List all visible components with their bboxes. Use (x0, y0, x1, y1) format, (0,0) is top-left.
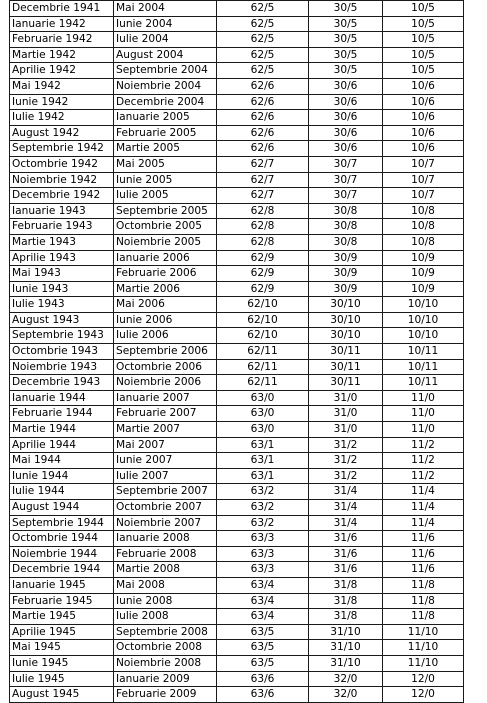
age-cell: 62/10 (217, 312, 309, 328)
age-cell: 62/5 (217, 1, 309, 17)
age-cell: 62/5 (217, 47, 309, 63)
birth-date-cell: Decembrie 1944 (10, 562, 114, 578)
stage-cell: 10/9 (383, 281, 464, 297)
table-row (10, 297, 464, 313)
birth-date-cell: Septembrie 1943 (10, 328, 114, 344)
table-row (10, 422, 464, 438)
age-cell: 63/5 (217, 655, 309, 671)
retirement-date-cell: Ianuarie 2007 (114, 390, 217, 406)
stage-cell: 11/4 (383, 515, 464, 531)
age-cell: 62/5 (217, 16, 309, 32)
table-row (10, 468, 464, 484)
retirement-date-cell: Septembrie 2004 (114, 63, 217, 79)
birth-date-cell: Martie 1942 (10, 47, 114, 63)
retirement-date-cell: Februarie 2005 (114, 125, 217, 141)
retirement-date-cell: Februarie 2008 (114, 546, 217, 562)
table-row (10, 484, 464, 500)
contribution-cell: 31/2 (309, 468, 383, 484)
table-row (10, 515, 464, 531)
retirement-date-cell: Iulie 2004 (114, 32, 217, 48)
stage-cell: 10/5 (383, 1, 464, 17)
retirement-date-cell: Februarie 2007 (114, 406, 217, 422)
retirement-date-cell: August 2004 (114, 47, 217, 63)
contribution-cell: 31/6 (309, 531, 383, 547)
retirement-date-cell: Mai 2004 (114, 1, 217, 17)
stage-cell: 10/11 (383, 375, 464, 391)
age-cell: 62/8 (217, 219, 309, 235)
contribution-cell: 30/8 (309, 234, 383, 250)
stage-cell: 11/6 (383, 546, 464, 562)
contribution-cell: 31/8 (309, 609, 383, 625)
birth-date-cell: Iunie 1944 (10, 468, 114, 484)
stage-cell: 10/7 (383, 172, 464, 188)
contribution-cell: 31/6 (309, 562, 383, 578)
contribution-cell: 30/7 (309, 172, 383, 188)
contribution-cell: 31/8 (309, 593, 383, 609)
age-cell: 63/2 (217, 484, 309, 500)
contribution-cell: 30/10 (309, 312, 383, 328)
stage-cell: 11/10 (383, 655, 464, 671)
contribution-cell: 30/6 (309, 78, 383, 94)
birth-date-cell: Ianuarie 1942 (10, 16, 114, 32)
age-cell: 62/11 (217, 375, 309, 391)
age-cell: 63/1 (217, 468, 309, 484)
table-row (10, 546, 464, 562)
contribution-cell: 30/7 (309, 188, 383, 204)
retirement-date-cell: Iunie 2007 (114, 453, 217, 469)
age-cell: 62/10 (217, 297, 309, 313)
stage-cell: 11/0 (383, 406, 464, 422)
age-cell: 63/6 (217, 687, 309, 703)
table-row (10, 375, 464, 391)
retirement-date-cell: Septembrie 2005 (114, 203, 217, 219)
retirement-date-cell: Iulie 2008 (114, 609, 217, 625)
age-cell: 62/6 (217, 110, 309, 126)
stage-cell: 11/2 (383, 453, 464, 469)
birth-date-cell: Iulie 1943 (10, 297, 114, 313)
retirement-date-cell: Octombrie 2007 (114, 500, 217, 516)
birth-date-cell: August 1944 (10, 500, 114, 516)
age-cell: 62/9 (217, 250, 309, 266)
age-cell: 62/6 (217, 78, 309, 94)
stage-cell: 11/4 (383, 500, 464, 516)
birth-date-cell: Iunie 1945 (10, 655, 114, 671)
birth-date-cell: Decembrie 1941 (10, 1, 114, 17)
contribution-cell: 30/5 (309, 47, 383, 63)
age-cell: 62/9 (217, 266, 309, 282)
stage-cell: 12/0 (383, 687, 464, 703)
retirement-date-cell: Iunie 2006 (114, 312, 217, 328)
birth-date-cell: Septembrie 1944 (10, 515, 114, 531)
table-row (10, 562, 464, 578)
birth-date-cell: Martie 1945 (10, 609, 114, 625)
contribution-cell: 31/2 (309, 453, 383, 469)
retirement-date-cell: Noiembrie 2006 (114, 375, 217, 391)
retirement-date-cell: Iulie 2005 (114, 188, 217, 204)
retirement-date-cell: Decembrie 2004 (114, 94, 217, 110)
stage-cell: 10/10 (383, 312, 464, 328)
table-row (10, 437, 464, 453)
table-row (10, 406, 464, 422)
retirement-date-cell: Februarie 2009 (114, 687, 217, 703)
age-cell: 63/5 (217, 640, 309, 656)
stage-cell: 10/5 (383, 63, 464, 79)
contribution-cell: 30/9 (309, 250, 383, 266)
retirement-date-cell: Ianuarie 2006 (114, 250, 217, 266)
birth-date-cell: Ianuarie 1945 (10, 577, 114, 593)
retirement-date-cell: Martie 2005 (114, 141, 217, 157)
contribution-cell: 30/6 (309, 110, 383, 126)
retirement-date-cell: Septembrie 2008 (114, 624, 217, 640)
stage-cell: 10/9 (383, 250, 464, 266)
retirement-date-cell: Iunie 2005 (114, 172, 217, 188)
age-cell: 62/11 (217, 359, 309, 375)
birth-date-cell: Mai 1942 (10, 78, 114, 94)
contribution-cell: 31/10 (309, 624, 383, 640)
stage-cell: 10/5 (383, 47, 464, 63)
stage-cell: 11/8 (383, 609, 464, 625)
age-cell: 63/5 (217, 624, 309, 640)
contribution-cell: 30/10 (309, 297, 383, 313)
stage-cell: 10/7 (383, 156, 464, 172)
age-cell: 62/9 (217, 281, 309, 297)
contribution-cell: 30/5 (309, 16, 383, 32)
birth-date-cell: August 1942 (10, 125, 114, 141)
table-row (10, 359, 464, 375)
retirement-date-cell: Noiembrie 2004 (114, 78, 217, 94)
birth-date-cell: Aprilie 1945 (10, 624, 114, 640)
stage-cell: 11/8 (383, 577, 464, 593)
stage-cell: 10/8 (383, 203, 464, 219)
birth-date-cell: Februarie 1945 (10, 593, 114, 609)
contribution-cell: 31/0 (309, 406, 383, 422)
contribution-cell: 30/8 (309, 203, 383, 219)
table-row (10, 453, 464, 469)
table-row (10, 671, 464, 687)
table-row (10, 234, 464, 250)
birth-date-cell: Iunie 1942 (10, 94, 114, 110)
table-row (10, 344, 464, 360)
stage-cell: 10/6 (383, 78, 464, 94)
birth-date-cell: Octombrie 1943 (10, 344, 114, 360)
table-row (10, 500, 464, 516)
contribution-cell: 31/4 (309, 515, 383, 531)
retirement-date-cell: Octombrie 2005 (114, 219, 217, 235)
table-row (10, 141, 464, 157)
retirement-date-cell: Mai 2008 (114, 577, 217, 593)
age-cell: 62/5 (217, 63, 309, 79)
birth-date-cell: Octombrie 1942 (10, 156, 114, 172)
retirement-date-cell: Februarie 2006 (114, 266, 217, 282)
age-cell: 62/7 (217, 172, 309, 188)
retirement-date-cell: Ianuarie 2008 (114, 531, 217, 547)
age-cell: 63/1 (217, 437, 309, 453)
birth-date-cell: Mai 1944 (10, 453, 114, 469)
age-cell: 63/4 (217, 593, 309, 609)
stage-cell: 10/5 (383, 16, 464, 32)
contribution-cell: 30/10 (309, 328, 383, 344)
birth-date-cell: Aprilie 1942 (10, 63, 114, 79)
stage-cell: 10/9 (383, 266, 464, 282)
stage-cell: 11/4 (383, 484, 464, 500)
age-cell: 62/8 (217, 203, 309, 219)
birth-date-cell: Iulie 1945 (10, 671, 114, 687)
contribution-cell: 31/6 (309, 546, 383, 562)
retirement-date-cell: Iunie 2008 (114, 593, 217, 609)
contribution-cell: 31/0 (309, 422, 383, 438)
birth-date-cell: Februarie 1944 (10, 406, 114, 422)
age-cell: 63/2 (217, 500, 309, 516)
contribution-cell: 31/2 (309, 437, 383, 453)
age-cell: 62/11 (217, 344, 309, 360)
stage-cell: 10/8 (383, 234, 464, 250)
contribution-cell: 31/8 (309, 577, 383, 593)
retirement-date-cell: Iulie 2007 (114, 468, 217, 484)
data-table (9, 0, 464, 703)
retirement-date-cell: Noiembrie 2008 (114, 655, 217, 671)
stage-cell: 10/6 (383, 110, 464, 126)
table-row (10, 655, 464, 671)
stage-cell: 10/11 (383, 359, 464, 375)
retirement-date-cell: Mai 2007 (114, 437, 217, 453)
table-row (10, 1, 464, 17)
contribution-cell: 30/6 (309, 94, 383, 110)
stage-cell: 10/10 (383, 328, 464, 344)
birth-date-cell: August 1945 (10, 687, 114, 703)
birth-date-cell: Noiembrie 1943 (10, 359, 114, 375)
stage-cell: 10/6 (383, 125, 464, 141)
stage-cell: 11/2 (383, 468, 464, 484)
table-row (10, 94, 464, 110)
table-row (10, 32, 464, 48)
table-row (10, 266, 464, 282)
birth-date-cell: Aprilie 1943 (10, 250, 114, 266)
retirement-date-cell: Octombrie 2008 (114, 640, 217, 656)
age-cell: 63/3 (217, 562, 309, 578)
birth-date-cell: Mai 1943 (10, 266, 114, 282)
stage-cell: 10/8 (383, 219, 464, 235)
birth-date-cell: Iulie 1944 (10, 484, 114, 500)
birth-date-cell: Februarie 1943 (10, 219, 114, 235)
stage-cell: 10/6 (383, 141, 464, 157)
retirement-date-cell: Iulie 2006 (114, 328, 217, 344)
table-row (10, 593, 464, 609)
stage-cell: 10/6 (383, 94, 464, 110)
birth-date-cell: Februarie 1942 (10, 32, 114, 48)
retirement-date-cell: Mai 2006 (114, 297, 217, 313)
stage-cell: 11/8 (383, 593, 464, 609)
table-row (10, 203, 464, 219)
retirement-date-cell: Iunie 2004 (114, 16, 217, 32)
table-row (10, 78, 464, 94)
age-cell: 62/6 (217, 94, 309, 110)
retirement-date-cell: Ianuarie 2009 (114, 671, 217, 687)
stage-cell: 10/5 (383, 32, 464, 48)
contribution-cell: 30/11 (309, 375, 383, 391)
table-row (10, 172, 464, 188)
stage-cell: 11/10 (383, 624, 464, 640)
table-row (10, 188, 464, 204)
table-row (10, 250, 464, 266)
table-row (10, 577, 464, 593)
contribution-cell: 30/8 (309, 219, 383, 235)
stage-cell: 11/0 (383, 390, 464, 406)
birth-date-cell: Mai 1945 (10, 640, 114, 656)
contribution-cell: 32/0 (309, 687, 383, 703)
age-cell: 62/6 (217, 125, 309, 141)
retirement-date-cell: Martie 2006 (114, 281, 217, 297)
age-cell: 62/5 (217, 32, 309, 48)
stage-cell: 11/6 (383, 562, 464, 578)
age-cell: 63/6 (217, 671, 309, 687)
contribution-cell: 30/6 (309, 141, 383, 157)
birth-date-cell: Noiembrie 1944 (10, 546, 114, 562)
age-cell: 62/7 (217, 156, 309, 172)
stage-cell: 11/10 (383, 640, 464, 656)
age-cell: 63/3 (217, 531, 309, 547)
stage-cell: 11/0 (383, 422, 464, 438)
birth-date-cell: Iunie 1943 (10, 281, 114, 297)
table-row (10, 531, 464, 547)
birth-date-cell: Decembrie 1943 (10, 375, 114, 391)
contribution-cell: 30/9 (309, 266, 383, 282)
contribution-cell: 30/5 (309, 63, 383, 79)
table-row (10, 110, 464, 126)
age-cell: 62/6 (217, 141, 309, 157)
stage-cell: 10/11 (383, 344, 464, 360)
table-body (10, 1, 464, 703)
birth-date-cell: Martie 1944 (10, 422, 114, 438)
retirement-date-cell: Septembrie 2006 (114, 344, 217, 360)
age-cell: 63/0 (217, 406, 309, 422)
table-row (10, 47, 464, 63)
age-cell: 62/7 (217, 188, 309, 204)
contribution-cell: 30/6 (309, 125, 383, 141)
contribution-cell: 30/5 (309, 32, 383, 48)
table-row (10, 281, 464, 297)
age-cell: 63/0 (217, 390, 309, 406)
retirement-date-cell: Martie 2008 (114, 562, 217, 578)
birth-date-cell: Septembrie 1942 (10, 141, 114, 157)
table-row (10, 156, 464, 172)
table-row (10, 312, 464, 328)
age-cell: 62/10 (217, 328, 309, 344)
birth-date-cell: Martie 1943 (10, 234, 114, 250)
age-cell: 63/2 (217, 515, 309, 531)
contribution-cell: 30/11 (309, 359, 383, 375)
birth-date-cell: Iulie 1942 (10, 110, 114, 126)
table-row (10, 640, 464, 656)
age-cell: 63/1 (217, 453, 309, 469)
contribution-cell: 30/7 (309, 156, 383, 172)
birth-date-cell: Noiembrie 1942 (10, 172, 114, 188)
birth-date-cell: Octombrie 1944 (10, 531, 114, 547)
age-cell: 63/3 (217, 546, 309, 562)
birth-date-cell: Ianuarie 1944 (10, 390, 114, 406)
age-cell: 63/4 (217, 609, 309, 625)
contribution-cell: 31/4 (309, 484, 383, 500)
table-row (10, 125, 464, 141)
retirement-date-cell: Martie 2007 (114, 422, 217, 438)
age-cell: 63/4 (217, 577, 309, 593)
document-page (9, 0, 463, 703)
retirement-date-cell: Septembrie 2007 (114, 484, 217, 500)
retirement-date-cell: Octombrie 2006 (114, 359, 217, 375)
age-cell: 62/8 (217, 234, 309, 250)
stage-cell: 11/2 (383, 437, 464, 453)
birth-date-cell: Ianuarie 1943 (10, 203, 114, 219)
birth-date-cell: Decembrie 1942 (10, 188, 114, 204)
stage-cell: 10/10 (383, 297, 464, 313)
birth-date-cell: Aprilie 1944 (10, 437, 114, 453)
contribution-cell: 30/11 (309, 344, 383, 360)
table-row (10, 63, 464, 79)
stage-cell: 10/7 (383, 188, 464, 204)
contribution-cell: 31/10 (309, 640, 383, 656)
stage-cell: 11/6 (383, 531, 464, 547)
table-row (10, 328, 464, 344)
table-row (10, 219, 464, 235)
contribution-cell: 31/10 (309, 655, 383, 671)
contribution-cell: 32/0 (309, 671, 383, 687)
contribution-cell: 30/9 (309, 281, 383, 297)
table-row (10, 609, 464, 625)
retirement-date-cell: Noiembrie 2005 (114, 234, 217, 250)
stage-cell: 12/0 (383, 671, 464, 687)
birth-date-cell: August 1943 (10, 312, 114, 328)
contribution-cell: 30/5 (309, 1, 383, 17)
table-row (10, 390, 464, 406)
table-row (10, 16, 464, 32)
table-row (10, 624, 464, 640)
retirement-date-cell: Noiembrie 2007 (114, 515, 217, 531)
age-cell: 63/0 (217, 422, 309, 438)
retirement-date-cell: Mai 2005 (114, 156, 217, 172)
contribution-cell: 31/0 (309, 390, 383, 406)
contribution-cell: 31/4 (309, 500, 383, 516)
retirement-date-cell: Ianuarie 2005 (114, 110, 217, 126)
